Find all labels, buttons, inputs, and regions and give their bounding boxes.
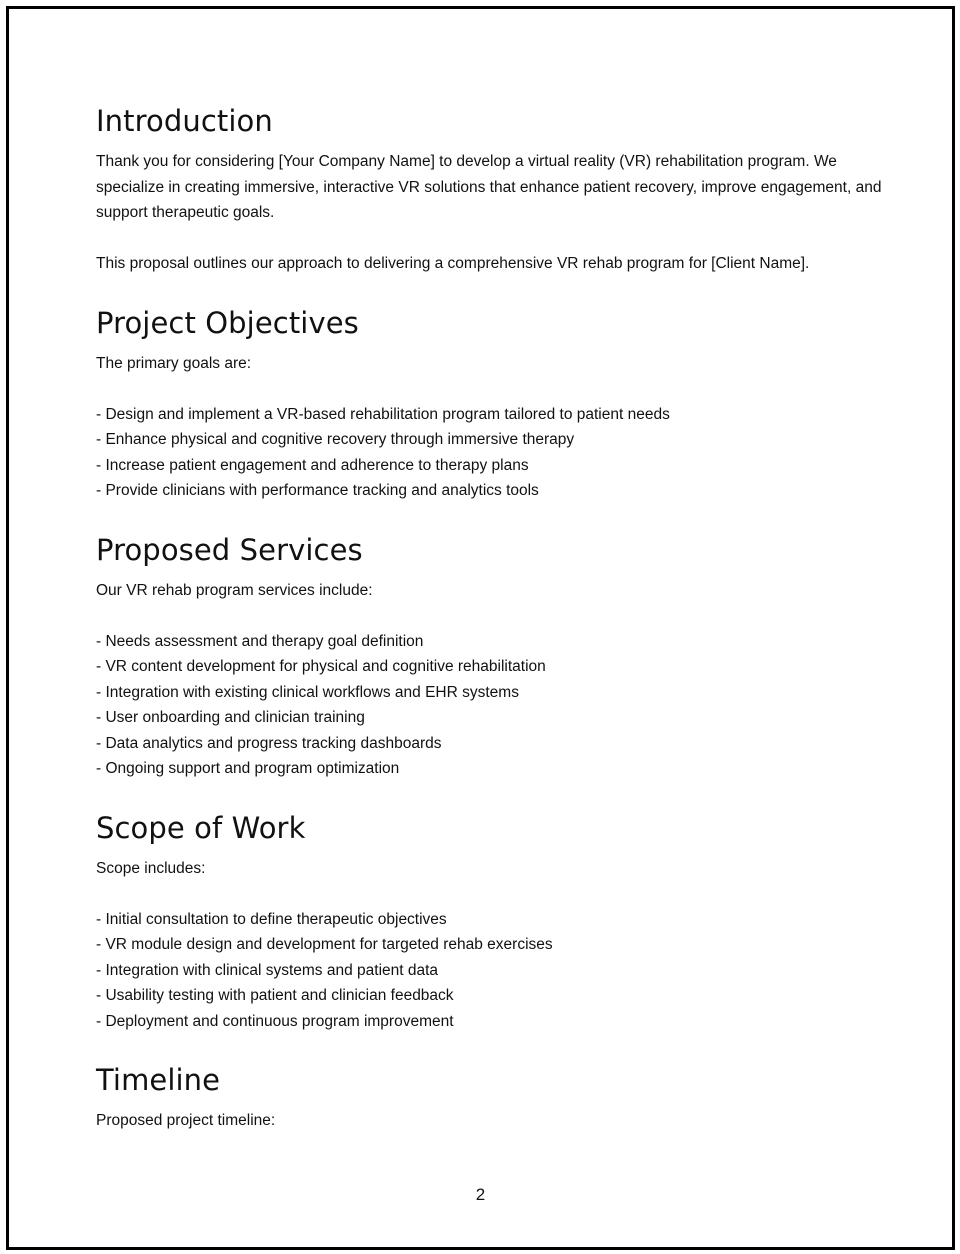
objectives-list bbox=[96, 402, 896, 504]
services-section bbox=[96, 532, 896, 782]
page-content bbox=[96, 103, 896, 1162]
introduction-paragraph: Thank you for considering [Your Company Name] to develop a virtual reality (VR) rehabilitation program. We specialize in creating immersive, interactive VR solutions that enhance patient recovery, improve engagement, and support therapeutic goals. bbox=[96, 153, 882, 221]
list-item: - Increase patient engagement and adherence to therapy plans bbox=[96, 456, 529, 474]
objectives-intro: The primary goals are: bbox=[96, 354, 252, 372]
objectives-section bbox=[96, 305, 896, 504]
list-item: - Enhance physical and cognitive recovery through immersive therapy bbox=[96, 431, 575, 448]
list-item: - Provide clinicians with performance tracking and analytics tools bbox=[96, 482, 539, 499]
objectives-heading: Project Objectives bbox=[96, 305, 359, 340]
list-item: - VR module design and development for targeted rehab exercises bbox=[96, 936, 553, 953]
introduction-paragraph-proposal: This proposal outlines our approach to delivering a comprehensive VR rehab program for [Client Name]. bbox=[96, 255, 810, 272]
list-item: - User onboarding and clinician training bbox=[96, 709, 365, 726]
services-heading: Proposed Services bbox=[96, 532, 363, 567]
timeline-heading: Timeline bbox=[96, 1063, 221, 1097]
timeline-section bbox=[96, 1062, 896, 1134]
scope-section bbox=[96, 810, 896, 1035]
list-item: - Deployment and continuous program improvement bbox=[96, 1012, 454, 1030]
list-item: - VR content development for physical and cognitive rehabilitation bbox=[96, 658, 546, 675]
list-item: - Usability testing with patient and clinician feedback bbox=[96, 987, 454, 1004]
page-number: 2 bbox=[475, 1185, 486, 1204]
timeline-intro: Proposed project timeline: bbox=[96, 1112, 276, 1129]
services-list bbox=[96, 629, 896, 782]
list-item: - Design and implement a VR-based rehabilitation program tailored to patient needs bbox=[96, 405, 670, 423]
list-item: - Data analytics and progress tracking dashboards bbox=[96, 734, 442, 752]
services-intro: Our VR rehab program services include: bbox=[96, 581, 373, 599]
scope-list bbox=[96, 907, 896, 1035]
document-page bbox=[6, 6, 955, 1250]
scope-intro: Scope includes: bbox=[96, 859, 206, 877]
scope-heading: Scope of Work bbox=[96, 810, 306, 845]
list-item: - Integration with existing clinical workflows and EHR systems bbox=[96, 683, 519, 701]
list-item: - Needs assessment and therapy goal definition bbox=[96, 632, 424, 650]
introduction-section bbox=[96, 103, 896, 277]
list-item: - Initial consultation to define therapeutic objectives bbox=[96, 910, 447, 928]
list-item: - Integration with clinical systems and patient data bbox=[96, 961, 439, 979]
list-item: - Ongoing support and program optimization bbox=[96, 760, 400, 777]
introduction-heading: Introduction bbox=[96, 104, 273, 138]
